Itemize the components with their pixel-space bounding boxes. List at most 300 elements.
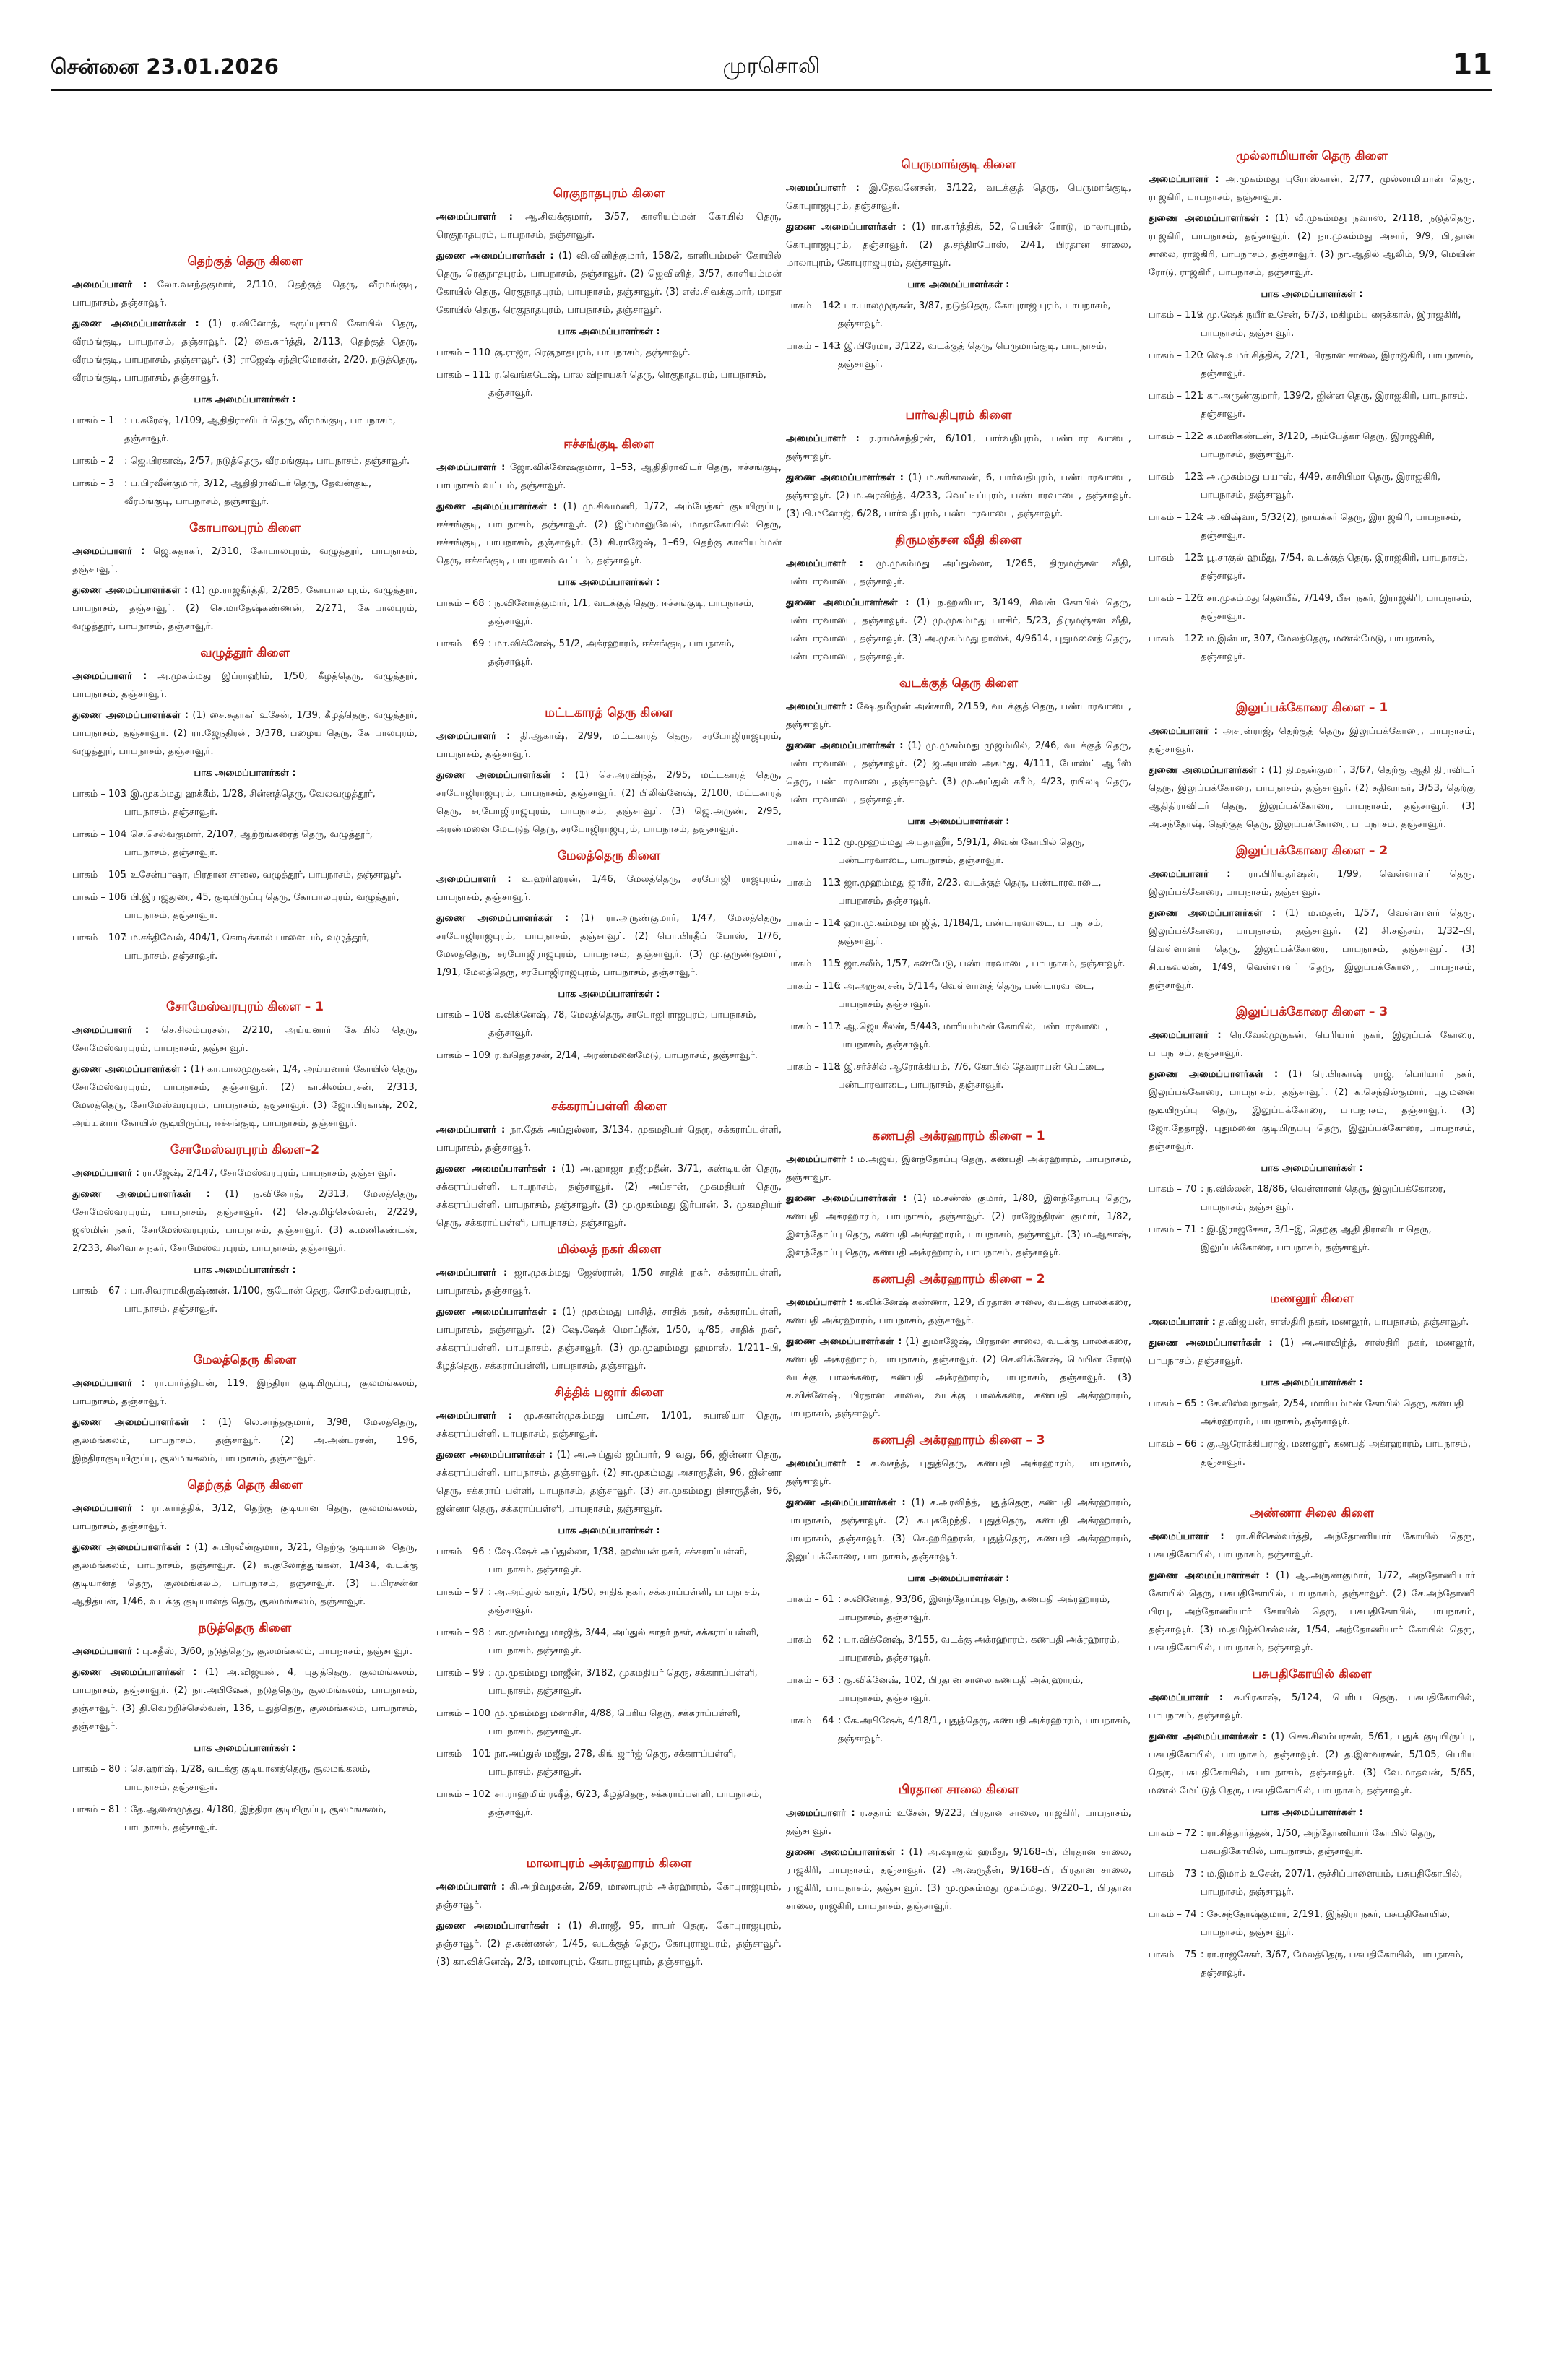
organizer-label: அமைப்பாளர் : [72,280,147,290]
booth-number: பாகம் – 113 [786,878,840,888]
organizer-text: கி.அறிவழகன், 2/69, மாலாபுரம் அக்ரஹாரம், கோபுராஜபுரம், தஞ்சாவூர். [436,1882,782,1911]
booth-row [1149,589,1475,626]
organizer-paragraph [786,179,1131,215]
branch-title: தெற்குத் தெரு கிளை [187,1478,303,1492]
booth-organizer: : பி.இராஜதுரை, 45, குடியிருப்பு தெரு, கோபாலபுரம், வழுத்தூர், பாபநாசம், தஞ்சாவூர். [124,888,418,925]
deputy-organizers-paragraph [786,469,1131,523]
deputy-organizers-text: (1) சி.ராஜீ, 95, ராயர் தெரு, கோபுராஜபுரம், தஞ்சாவூர். (2) த.கண்ணன், 1/45, வடக்குத் தெரு, கோபுராஜபுரம், தஞ்சாவூர். (3) கா.விக்னேஷ், 2/3, மாலாபுரம், கோபுராஜபுரம், தஞ்சாவூர். [436,1921,782,1968]
booth-organizers-heading: பாக அமைப்பாளர்கள் : [1261,1377,1363,1388]
organizer-text: ரா.பிரியதர்ஷன், 1/99, வெள்ளாளர் தெரு, இலுப்பக்கோரை, பாபநாசம், தஞ்சாவூர். [1149,869,1475,898]
booth-organizer: : ஜா.சலீம், 1/57, கணபேடு, பண்டாரவாடை, பாபநாசம், தஞ்சாவூர். [838,955,1131,973]
deputy-organizers-label: துணை அமைப்பாளர்கள் : [436,1921,561,1931]
booth-organizer: : கு.ராஜா, ரெகுநாதபுரம், பாபநாசம், தஞ்சாவூர். [488,344,782,362]
deputy-organizers-paragraph [786,737,1131,809]
booth-number: பாகம் – 3 [72,478,115,489]
deputy-organizers-label: துணை அமைப்பாளர்கள் : [436,770,566,781]
deputy-organizers-paragraph [786,1190,1131,1262]
branch-title: தெற்குத் தெரு கிளை [187,254,303,269]
deputy-organizers-label: துணை அமைப்பாளர்கள் : [436,1307,557,1317]
booth-row [1149,630,1475,666]
organizer-paragraph [72,1500,418,1536]
branch-title: வடக்குத் தெரு கிளை [899,676,1018,691]
booth-row [1149,1905,1475,1942]
booth-number: பாகம் – 102 [436,1789,490,1800]
branch-title: சித்திக் பஜார் கிளை [554,1385,664,1400]
organizer-label: அமைப்பாளர் : [436,1882,506,1892]
deputy-organizers-label: துணை அமைப்பாளர்கள் : [72,1667,197,1678]
deputy-organizers-label: துணை அமைப்பாளர்கள் : [1149,765,1265,776]
masthead [51,48,1492,91]
booth-row [72,475,418,511]
booth-row [72,412,418,448]
booth-number: பாகம் – 106 [72,892,126,903]
branch-block [436,706,782,839]
booth-row [72,785,418,821]
branch-block [786,1433,1131,1748]
booth-number: பாகம் – 117 [786,1021,840,1032]
deputy-organizers-text: (1) செ.அரவிந்த், 2/95, மட்டகாரத் தெரு, சரபோஜிராஜபுரம், பாபநாசம், தஞ்சாவூர். (2) பிலிவ்னேஷ், 2/100, மட்டகாரத் தெரு, சரபோஜிராஜபுரம், பாபநாசம், தஞ்சாவூர். (3) ஜெ.அருண், 2/95, அரண்மனை மேட்டுத் தெரு, சரபோஜிராஜபுரம், பாபநாசம், தஞ்சாவூர். [436,770,782,835]
branch-block [1149,1291,1475,1471]
organizer-paragraph [436,1407,782,1443]
deputy-organizers-text: (1) சு.பிரவீன்குமார், 3/21, தெற்கு குடியான தெரு, சூலமங்கலம், பாபநாசம், தஞ்சாவூர். (2) சு.குலோத்துங்கன், 1/434, வடக்கு குடியானத் தெரு, சூலமங்கலம், பாபநாசம், தஞ்சாவூர். (3) ப.பிரசன்ன ஆதித்யன், 1/46, வடக்கு குடியானத் தெரு, சூலமங்கலம், தஞ்சாவூர். [72,1542,418,1607]
booth-row [786,1018,1131,1054]
branch-title: இலுப்பக்கோரை கிளை – 1 [1235,701,1388,715]
booth-number: பாகம் – 65 [1149,1398,1197,1409]
organizer-text: ரெ.வேல்முருகன், பெரியார் நகர், இலுப்பக் கோரை, பாபநாசம், தஞ்சாவூர். [1149,1030,1476,1059]
deputy-organizers-text: (1) லெ.சாந்தகுமார், 3/98, மேலத்தெரு, சூலமங்கலம், பாபநாசம், தஞ்சாவூர். (2) அ.அன்பரசன், 196, இந்திராகுடியிருப்பு, சூலமங்கலம், பாபநாசம், தஞ்சாவூர். [72,1417,418,1464]
booth-organizer: : மு.முகம்மது மனாசிர், 4/88, பெரிய தெரு, சக்கராப்பள்ளி, பாபநாசம், தஞ்சாவூர். [488,1705,782,1741]
organizer-label: அமைப்பாளர் : [1149,174,1219,185]
organizer-label: அமைப்பாளர் : [436,874,511,885]
deputy-organizers-text: (1) ந.வினோத், 2/313, மேலத்தெரு, சோமேஸ்வரபுரம், பாபநாசம், தஞ்சாவூர். (2) செ.தமிழ்செல்வன், 2/229, ஜஸ்மின் நகர், சோமேஸ்வரபுரம், பாபநாசம், தஞ்சாவூர். (3) க.மணிகண்டன், 2/233, சினிவாச நகர், சோமேஸ்வரபுரம், பாபநாசம், தஞ்சாவூர். [72,1189,418,1254]
deputy-organizers-label: துணை அமைப்பாளர்கள் : [72,1064,188,1075]
organizer-label: அமைப்பாளர் : [72,546,145,557]
booth-organizer: : கே.அபிஷேக், 4/18/1, புதுத்தெரு, கணபதி அக்ரஹாரம், பாபநாசம், தஞ்சாவூர். [838,1712,1131,1748]
booth-number: பாகம் – 112 [786,837,840,848]
deputy-organizers-text: (1) ஆ.அருண்குமார், 1/72, அந்தோணியார் கோயில் தெரு, பசுபதிகோயில், பாபநாசம், தஞ்சாவூர். (2) சே.அந்தோணி பிரபு, அந்தோணியார் கோயில் தெரு, பசுபதிகோயில், பாபநாசம், தஞ்சாவூர். (3) ம.தமிழ்ச்செல்வன், 1/54, அந்தோணியார் கோயில் தெரு, பசுபதிகோயில், பாபநாசம், தஞ்சாவூர். [1149,1570,1475,1653]
booth-organizer: : ஜா.முஹம்மது ஜாசீர், 2/23, வடக்குத் தெரு, பண்டாரவாடை, பாபநாசம், தஞ்சாவூர். [838,874,1131,910]
booth-row [1149,1395,1475,1431]
booth-organizer: : ரா.ராஜசேகர், 3/67, மேலத்தெரு, பசுபதிகோயில், பாபநாசம், தஞ்சாவூர். [1201,1946,1475,1982]
booth-organizer: : பா.பாலமுருகன், 3/87, நடுத்தெரு, கோபுராஜ புரம், பாபநாசம், தஞ்சாவூர். [838,297,1131,333]
organizer-label: அமைப்பாளர் : [786,183,860,194]
organizer-label: அமைப்பாளர் : [1149,726,1218,737]
organizer-label: அமைப்பாளர் : [786,433,860,444]
organizer-text: த.விஜயன், சாஸ்திரி நகர், மணலூர், பாபநாசம், தஞ்சாவூர். [1219,1317,1469,1328]
deputy-organizers-paragraph [72,1663,418,1736]
deputy-organizers-text: (1) அ.ஷாகுல் ஹமீது, 9/168–பி, பிரதான சாலை, ராஜகிரி, பாபநாசம், தஞ்சாவூர். (2) அ.ஷருதீன், 9/168–பி, பிரதான சாலை, ராஜகிரி, பாபநாசம், தஞ்சாவூர். (3) மு.முகம்மது முகம்மது, 9/220–1, பிரதான சாலை, ராஜகிரி, பாபநாசம், தஞ்சாவூர். [786,1847,1132,1912]
booth-row [72,826,418,862]
booth-number: பாகம் – 142 [786,300,840,311]
organizer-text: அ.முகம்மது புரோஸ்கான், 2/77, முல்லாமியான் தெரு, ராஜகிரி, பாபநாசம், தஞ்சாவூர். [1149,174,1475,203]
deputy-organizers-label: துணை அமைப்பாளர்கள் : [786,1847,904,1858]
branch-title: மாலாபுரம் அக்ரஹாரம் கிளை [526,1856,692,1871]
organizer-label: அமைப்பாளர் : [786,1297,853,1308]
organizer-text: ஷே.தமீமுன் அன்சாரி, 2/159, வடக்குத் தெரு, பண்டாரவாடை, தஞ்சாவூர். [786,701,1131,730]
deputy-organizers-text: (1) ம.மதன், 1/57, வெள்ளாளர் தெரு, இலுப்பக்கோரை, பாபநாசம், தஞ்சாவூர். (2) சி.சஞ்சய், 1/32–பி, வெள்ளாளர் தெரு, இலுப்பக்கோரை, பாபநாசம், தஞ்சாவூர். (3) சி.பகவலன், 1/49, வெள்ளாளர் தெரு, இலுப்பக்கோரை, பாபநாசம், தஞ்சாவூர். [1149,908,1475,991]
organizer-paragraph [786,430,1131,466]
deputy-organizers-text: (1) அ.அரவிந்த், சாஸ்திரி நகர், மணலூர், பாபநாசம், தஞ்சாவூர். [1149,1338,1475,1367]
deputy-organizers-text: (1) துமாஜேஷ், பிரதான சாலை, வடக்கு பாலக்கரை, கணபதி அக்ரஹாரம், பாபநாசம், தஞ்சாவூர். (2) செ.விக்னேஷ், மெயின் ரோடு வடக்கு பாலக்கரை, கணபதி அக்ரஹாரம், பாபநாசம், தஞ்சாவூர். (3) ச.விக்னேஷ், பிரதான சாலை, வடக்கு பாலக்கரை, கணபதி அக்ரஹாரம், பாபநாசம், தஞ்சாவூர். [786,1336,1131,1419]
deputy-organizers-label: துணை அமைப்பாளர்கள் : [1149,908,1276,919]
branch-title: திருமஞ்சன வீதி கிளை [895,533,1022,548]
organizer-text: அசரன்ராஜ், தெற்குத் தெரு, இலுப்பக்கோரை, பாபநாசம், தஞ்சாவூர். [1149,726,1476,755]
branch-title: மட்டகாரத் தெரு கிளை [545,706,673,720]
branch-title: சக்கராப்பள்ளி கிளை [551,1099,667,1114]
organizer-paragraph [786,1151,1131,1187]
deputy-organizers-paragraph [72,1539,418,1611]
column-2 [436,186,782,1981]
booth-number: பாகம் – 127 [1149,633,1203,644]
booth-row [436,1745,782,1781]
organizer-paragraph [1149,865,1475,901]
organizer-text: ரா.ஜேஷ், 2/147, சோமேஸ்வரபுரம், பாபநாசம், தஞ்சாவூர். [142,1168,397,1179]
organizer-text: ஜோ.விக்னேஷ்குமார், 1–53, ஆதிதிராவிடர் தெரு, ஈச்சங்குடி, பாபநாசம் வட்டம், தஞ்சாவூர். [436,462,782,491]
organizer-paragraph [72,1643,418,1661]
deputy-organizers-label: துணை அமைப்பாளர்கள் : [786,597,909,608]
booth-number: பாகம் – 72 [1149,1828,1197,1839]
deputy-organizers-label: துணை அமைப்பாளர்கள் : [72,1542,190,1553]
branch-title: நடுத்தெரு கிளை [198,1621,292,1635]
deputy-organizers-label: துணை அமைப்பாளர்கள் : [72,585,189,596]
organizer-label: அமைப்பாளர் : [436,1268,508,1278]
booth-number: பாகம் – 74 [1149,1909,1197,1920]
branch-block [1149,149,1475,666]
booth-number: பாகம் – 101 [436,1749,490,1760]
organizer-paragraph [1149,170,1475,207]
organizer-text: ரா.சிரீசெல்வர்த்தி, அந்தோணியார் கோயில் தெரு, பசுபதிகோயில், பாபநாசம், தஞ்சாவூர். [1149,1531,1475,1560]
branch-block [72,1353,418,1468]
organizer-text: ஆ.சிவக்குமார், 3/57, காளியம்மன் கோயில் தெரு, ரெகுநாதபுரம், பாபநாசம், தஞ்சாவூர். [436,212,782,241]
booth-organizers-heading: பாக அமைப்பாளர்கள் : [1261,1163,1363,1174]
branch-title: ஈச்சங்குடி கிளை [563,437,654,451]
organizer-label: அமைப்பாளர் : [72,1025,150,1036]
organizer-paragraph [1149,1026,1475,1063]
booth-number: பாகம் – 100 [436,1708,490,1719]
deputy-organizers-label: துணை அமைப்பாளர்கள் : [1149,1069,1279,1080]
booth-row [786,874,1131,910]
branch-title: பசுபதிகோயில் கிளை [1252,1667,1372,1682]
booth-organizer: : மு.முகம்மது மாஜீன், 3/182, முகமதியர் தெரு, சக்கராப்பள்ளி, பாபநாசம், தஞ்சாவூர். [488,1664,782,1700]
booth-row [786,834,1131,870]
booth-number: பாகம் – 105 [72,870,126,880]
organizer-paragraph [786,698,1131,734]
booth-number: பாகம் – 107 [72,932,126,943]
deputy-organizers-paragraph [72,706,418,761]
organizer-label: அமைப்பாளர் : [436,212,513,222]
booth-number: பாகம் – 80 [72,1764,121,1775]
deputy-organizers-label: துணை அமைப்பாளர்கள் : [1149,1731,1266,1742]
deputy-organizers-label: துணை அமைப்பாளர்கள் : [72,1189,211,1200]
column-1 [72,254,418,1847]
organizer-label: அமைப்பாளர் : [1149,869,1231,880]
booth-organizer: : அ.முகம்மது பயாஸ், 4/49, காசிபிமா தெரு, இராஜகிரி, பாபநாசம், தஞ்சாவூர். [1201,468,1475,504]
deputy-organizers-paragraph [436,1917,782,1971]
deputy-organizers-paragraph [1149,209,1475,282]
booth-organizer: : செ.செல்வகுமார், 2/107, ஆற்றங்கரைத் தெரு, வழுத்தூர், பாபநாசம், தஞ்சாவூர். [124,826,418,862]
organizer-label: அமைப்பாளர் : [72,1168,139,1179]
deputy-organizers-paragraph [436,247,782,319]
organizer-label: அமைப்பாளர் : [786,558,863,569]
branch-block [1149,1506,1475,1657]
booth-row [436,366,782,402]
branch-block [1149,701,1475,834]
organizer-paragraph [436,727,782,763]
branch-block [786,1272,1131,1423]
booth-organizer: : இ.பிரேமா, 3/122, வடக்குத் தெரு, பெருமாங்குடி, பாபநாசம், தஞ்சாவூர். [838,337,1131,373]
booth-organizer: : ரா.சித்தார்த்தன், 1/50, அந்தோணியார் கோயில் தெரு, பசுபதிகோயில், பாபநாசம், தஞ்சாவூர். [1201,1825,1475,1861]
booth-row [436,635,782,671]
deputy-organizers-paragraph [72,1185,418,1258]
booth-number: பாகம் – 62 [786,1635,834,1645]
deputy-organizers-paragraph [72,581,418,636]
booth-organizer: : ம.சக்திவேல், 404/1, கொடிக்கால் பாளையம், வழுத்தூர், பாபநாசம், தஞ்சாவூர். [124,929,418,965]
branch-block [436,1856,782,1971]
booth-row [1149,468,1475,504]
deputy-organizers-label: துணை அமைப்பாளர்கள் : [72,710,189,721]
booth-number: பாகம் – 99 [436,1668,485,1679]
booth-number: பாகம் – 109 [436,1050,490,1061]
booth-number: பாகம் – 71 [1149,1224,1197,1235]
deputy-organizers-text: (1) முகம்மது பாசித், சாதிக் நகர், சக்கராப்பள்ளி, பாபநாசம், தஞ்சாவூர். (2) ஷே.ஷேக் மொய்தீன், 1/50, டி/85, சாதிக் நகர், சக்கராப்பள்ளி, பாபநாசம், தஞ்சாவூர். (3) மு.முஹம்மது ஹமாஸ், 1/211–பி, கீழத்தெரு, சக்கராப்பள்ளி, பாபநாசம், தஞ்சாவூர். [436,1307,782,1372]
booth-row [72,1282,418,1318]
deputy-organizers-text: (1) ரா.கார்த்திக், 52, பெயின் ரோடு, மாலாபுரம், கோபுராஜபுரம், தஞ்சாவூர். (2) த.சந்திரபோஸ், 2/41, பிரதான சாலை, மாலாபுரம், கோபுராஜபுரம், தஞ்சாவூர். [786,222,1131,269]
booth-organizers-heading: பாக அமைப்பாளர்கள் : [907,1573,1010,1584]
booth-organizer: : ஆ.ஜெயசீலன், 5/443, மாரியம்மன் கோயில், பண்டாரவாடை, பாபநாசம், தஞ்சாவூர். [838,1018,1131,1054]
deputy-organizers-paragraph [72,315,418,387]
booth-row [1149,387,1475,423]
deputy-organizers-paragraph [436,1446,782,1518]
deputy-organizers-label: துணை அமைப்பாளர்கள் : [436,1164,556,1174]
organizer-paragraph [786,1804,1131,1840]
branch-title: வழுத்தூர் கிளை [200,646,290,660]
deputy-organizers-label: துணை அமைப்பாளர்கள் : [786,222,907,233]
booth-row [1149,509,1475,545]
branch-title: ரெகுநாதபுரம் கிளை [553,186,665,201]
organizer-text: இ.தேவனேசன், 3/122, வடக்குத் தெரு, பெருமாங்குடி, கோபுராஜபுரம், தஞ்சாவூர். [786,183,1131,212]
branch-title: பார்வதிபுரம் கிளை [905,408,1012,423]
organizer-paragraph [436,1878,782,1914]
booth-organizer: : ப.சுரேஷ், 1/109, ஆதிதிராவிடர் தெரு, வீரமங்குடி, பாபநாசம், தஞ்சாவூர். [124,412,418,448]
booth-row [436,1543,782,1579]
booth-number: பாகம் – 73 [1149,1869,1197,1879]
booth-organizers-heading: பாக அமைப்பாளர்கள் : [194,768,296,779]
organizer-label: அமைப்பாளர் : [1149,1030,1222,1041]
booth-number: பாகம் – 67 [72,1286,121,1297]
booth-organizer: : ச.வினோத், 93/86, இளந்தோப்புத் தெரு, கணபதி அக்ரஹாரம், பாபநாசம், தஞ்சாவூர். [838,1591,1131,1627]
deputy-organizers-text: (1) ரெ.பிரகாஷ் ராஜ், பெரியார் நகர், இலுப்பக்கோரை, பாபநாசம், தஞ்சாவூர். (2) க.செந்தில்குமார், புதுமனை குடியிருப்பு தெரு, இலுப்பக்கோரை, பாபநாசம், தஞ்சாவூர். (3) ஜோ.நேதாஜி, புதுமனை குடியிருப்பு தெரு, இலுப்பக்கோரை, பாபநாசம், தஞ்சாவூர். [1149,1069,1475,1152]
organizer-text: பு.சதீஸ், 3/60, நடுத்தெரு, சூலமங்கலம், பாபநாசம், தஞ்சாவூர். [142,1646,413,1657]
booth-row [436,1583,782,1619]
booth-number: பாகம் – 126 [1149,593,1203,604]
deputy-organizers-label: துணை அமைப்பாளர்கள் : [1149,213,1269,224]
booth-number: பாகம் – 111 [436,370,490,381]
booth-organizer: : ஜெ.பிரகாஷ், 2/57, நடுத்தெரு, வீரமங்குடி, பாபநாசம், தஞ்சாவூர். [124,452,418,470]
deputy-organizers-text: (1) கா.பாலமுருகன், 1/4, அய்யனார் கோயில் தெரு, சோமேஸ்வரபுரம், பாபநாசம், தஞ்சாவூர். (2) கா.சிலம்பரசன், 2/313, மேலத்தெரு, சோமேஸ்வரபுரம், பாபநாசம், தஞ்சாவூர். (3) ஜோ.பிரகாஷ், 202, அய்யனார் கோயில் குடியிருப்பு, ஈச்சங்குடி, பாபநாசம், தஞ்சாவூர். [72,1064,418,1129]
organizer-text: உ.ஹரிஹரன், 1/46, மேலத்தெரு, சரபோஜி ராஜபுரம், பாபநாசம், தஞ்சாவூர். [436,874,782,903]
booth-organizer: : இ.முகம்மது ஹக்கீம், 1/28, சின்னத்தெரு, வேலவழுத்தூர், பாபநாசம், தஞ்சாவூர். [124,785,418,821]
booth-row [1149,1825,1475,1861]
branch-title: சோமேஸ்வரபுரம் கிளை – 1 [166,1000,324,1014]
booth-number: பாகம் – 96 [436,1546,485,1557]
deputy-organizers-text: (1) அ.விஜயன், 4, புதுத்தெரு, சூலமங்கலம், பாபநாசம், தஞ்சாவூர். (2) நா.அபிஷேக், நடுத்தெரு, சூலமங்கலம், பாபநாசம், தஞ்சாவூர். (3) தி.வெற்றிச்செல்வன், 136, புதுத்தெரு, சூலமங்கலம், பாபநாசம், தஞ்சாவூர். [72,1667,418,1732]
deputy-organizers-paragraph [436,1303,782,1375]
booth-row [786,297,1131,333]
deputy-organizers-label: துணை அமைப்பாளர்கள் : [1149,1570,1270,1581]
organizer-label: அமைப்பாளர் : [72,671,147,682]
booth-organizer: : ஹா.மு.கம்மது மாஜித், 1/184/1, பண்டாரவாடை, பாபநாசம், தஞ்சாவூர். [838,914,1131,951]
deputy-organizers-paragraph [1149,1728,1475,1800]
booth-row [786,1712,1131,1748]
booth-organizers-heading: பாக அமைப்பாளர்கள் : [907,280,1010,290]
booth-row [436,1786,782,1822]
organizer-text: மு.முகம்மது அப்துல்லா, 1/265, திருமஞ்சன வீதி, பண்டாரவாடை, தஞ்சாவூர். [786,558,1131,587]
booth-row [786,1591,1131,1627]
booth-row [1149,428,1475,464]
booth-row [786,977,1131,1013]
booth-number: பாகம் – 70 [1149,1184,1197,1195]
deputy-organizers-label: துணை அமைப்பாளர்கள் : [786,1193,907,1204]
organizer-text: ர.சதாம் உசேன், 9/223, பிரதான சாலை, ராஜகிரி, பாபநாசம், தஞ்சாவூர். [786,1808,1131,1837]
organizer-label: அமைப்பாளர் : [1149,1692,1224,1703]
branch-block [72,1000,418,1133]
booth-organizer: : கு.விக்னேஷ், 102, பிரதான சாலை கணபதி அக்ரஹாரம், பாபநாசம், தஞ்சாவூர். [838,1671,1131,1708]
organizer-paragraph [72,1375,418,1411]
organizer-paragraph [436,870,782,906]
booth-row [1149,549,1475,585]
branch-block [786,1783,1131,1916]
booth-row [1149,1435,1475,1471]
booth-number: பாகம் – 125 [1149,553,1203,563]
branch-title: மேலத்தெரு கிளை [557,849,661,863]
booth-number: பாகம் – 119 [1149,310,1203,321]
booth-organizer: : ந.வில்லன், 18/86, வெள்ளாளர் தெரு, இலுப்பக்கோரை, பாபநாசம், தஞ்சாவூர். [1201,1180,1475,1216]
organizer-text: ரா.பார்த்திபன், 119, இந்திரா குடியிருப்பு, சூலமங்கலம், பாபநாசம், தஞ்சாவூர். [72,1378,418,1407]
booth-organizer: : பா.விக்னேஷ், 3/155, வடக்கு அக்ரஹாரம், கணபதி அக்ரஹாரம், பாபநாசம், தஞ்சாவூர். [838,1631,1131,1667]
organizer-paragraph [1149,1313,1475,1331]
organizer-text: மு.சுகான்முகம்மது பாட்சா, 1/101, சுபாலியா தெரு, சக்கராப்பள்ளி, பாபநாசம், தஞ்சாவூர். [436,1411,782,1440]
booth-number: பாகம் – 114 [786,918,840,929]
booth-number: பாகம் – 97 [436,1587,485,1598]
booth-organizer: : க.மணிகண்டன், 3/120, அம்பேத்கர் தெரு, இராஜகிரி, பாபநாசம், தஞ்சாவூர். [1201,428,1475,464]
booth-row [72,1801,418,1837]
branch-block [72,521,418,636]
booth-organizers-heading: பாக அமைப்பாளர்கள் : [1261,289,1363,300]
booth-row [1149,1221,1475,1257]
organizer-paragraph [72,276,418,312]
booth-number: பாகம் – 1 [72,415,115,426]
branch-block [72,646,418,965]
booth-number: பாகம் – 124 [1149,512,1203,523]
organizer-text: தி.ஆகாஷ், 2/99, மட்டகாரத் தெரு, சரபோஜிராஜபுரம், பாபநாசம், தஞ்சாவூர். [436,731,782,760]
booth-number: பாகம் – 110 [436,347,490,358]
booth-row [786,1671,1131,1708]
booth-number: பாகம் – 108 [436,1010,490,1021]
branch-title: கணபதி அக்ரஹாரம் கிளை – 2 [872,1272,1045,1286]
organizer-label: அமைப்பாளர் : [72,1378,146,1389]
deputy-organizers-text: (1) ம.சண்ஸ் குமார், 1/80, இளந்தோப்பு தெரு, கணபதி அக்ரஹாரம், பாபநாசம், தஞ்சாவூர். (2) ராஜேந்திரன் குமார், 1/82, இளந்தோப்பு தெரு, கணபதி அக்ரஹாரம், பாபநாசம், தஞ்சாவூர். (3) ம.ஆகாஷ், இளந்தோப்பு தெரு, கணபதி அக்ரஹாரம், பாபநாசம், தஞ்சாவூர். [786,1193,1132,1258]
booth-row [786,1631,1131,1667]
newspaper-name: முரசொலி [722,53,821,79]
deputy-organizers-paragraph [436,1160,782,1232]
branch-block [72,1143,418,1318]
organizer-label: அமைப்பாளர் : [786,1458,861,1469]
organizer-paragraph [1149,722,1475,758]
branch-title: இலுப்பக்கோரை கிளை – 2 [1235,844,1388,858]
organizer-text: சு.பிரகாஷ், 5/124, பெரிய தெரு, பசுபதிகோயில், பாபநாசம், தஞ்சாவூர். [1149,1692,1475,1721]
booth-organizers-heading: பாக அமைப்பாளர்கள் : [907,816,1010,827]
booth-row [1149,1180,1475,1216]
deputy-organizers-text: (1) திமதன்குமார், 3/67, தெற்கு ஆதி திராவிடர் தெரு, இலுப்பக்கோரை, பாபநாசம், தஞ்சாவூர். (2) சுதிவாகர், 3/53, தெற்கு ஆதிதிராவிடர் தெரு, இலுப்பக்கோரை, பாபநாசம், தஞ்சாவூர். (3) அ.சந்தோஷ், தெற்குத் தெரு, இலுப்பக்கோரை, பாபநாசம், தஞ்சாவூர். [1149,765,1475,830]
booth-organizer: : கா.அருண்குமார், 139/2, ஜின்ன தெரு, இராஜகிரி, பாபநாசம், தஞ்சாவூர். [1201,387,1475,423]
booth-organizer: : இ.சர்ச்சில் ஆரோக்கியம், 7/6, கோயில் தேவராயன் பேட்டை, பண்டாரவாடை, பாபநாசம், தஞ்சாவூர். [838,1058,1131,1094]
branch-block [436,437,782,671]
booth-organizer: : இ.இராஜசேகர், 3/1–இ, தெற்கு ஆதி திராவிடர் தெரு, இலுப்பக்கோரை, பாபநாசம், தஞ்சாவூர். [1201,1221,1475,1257]
organizer-paragraph [436,208,782,244]
booth-number: பாகம் – 122 [1149,431,1203,442]
deputy-organizers-text: (1) ம.கரிகாலன், 6, பார்வதிபுரம், பண்டாரவாடை, தஞ்சாவூர். (2) ம.அரவிந்த், 4/233, வெட்டிப்புரம், பண்டாரவாடை, தஞ்சாவூர். (3) பி.மனோஜ், 6/28, பார்வதிபுரம், பண்டாரவாடை, தஞ்சாவூர். [786,472,1131,519]
booth-organizer: : சா.முகம்மது தௌபீக், 7/149, பீசா நகர், இராஜகிரி, பாபநாசம், தஞ்சாவூர். [1201,589,1475,626]
page-number: 11 [1452,48,1492,82]
organizer-text: ம.அஜய், இளந்தோப்பு தெரு, கணபதி அக்ரஹாரம், பாபநாசம், தஞ்சாவூர். [786,1154,1131,1183]
booth-organizers-heading: பாக அமைப்பாளர்கள் : [1261,1807,1363,1818]
deputy-organizers-text: (1) மு.ராஜதீர்த்தி, 2/285, கோபால புரம், வழுத்தூர், பாபநாசம், தஞ்சாவூர். (2) செ.மாதேஷ்கண்ணன், 2/271, கோபாலபுரம், வழுத்தூர், பாபநாசம், தஞ்சாவூர். [72,585,418,632]
branch-title: கணபதி அக்ரஹாரம் கிளை – 3 [872,1433,1045,1448]
booth-row [1149,1865,1475,1901]
booth-organizers-heading: பாக அமைப்பாளர்கள் : [558,326,660,337]
deputy-organizers-paragraph [786,1843,1131,1916]
booth-organizer: : க.விக்னேஷ், 78, மேலத்தெரு, சரபோஜி ராஜபுரம், பாபநாசம், தஞ்சாவூர். [488,1006,782,1042]
organizer-paragraph [1149,1528,1475,1564]
booth-row [72,929,418,965]
booth-row [436,1006,782,1042]
booth-number: பாகம் – 63 [786,1675,834,1686]
branch-block [1149,844,1475,995]
organizer-text: நா.தேக் அப்துல்லா, 3/134, முகமதியர் தெரு, சக்கராப்பள்ளி, பாபநாசம், தஞ்சாவூர். [436,1125,782,1154]
booth-number: பாகம் – 123 [1149,472,1203,483]
deputy-organizers-paragraph [786,1494,1131,1566]
organizer-paragraph [786,1455,1131,1491]
booth-row [72,452,418,470]
branch-title: கோபாலபுரம் கிளை [189,521,301,535]
deputy-organizers-label: துணை அமைப்பாளர்கள் : [786,1336,902,1347]
branch-title: மில்லத் நகர் கிளை [557,1242,661,1257]
organizer-text: ர.ராமச்சந்திரன், 6/101, பார்வதிபுரம், பண்டார வாடை, தஞ்சாவூர். [786,433,1131,462]
booth-organizer: : அ.விஷ்வா, 5/32(2), நாயக்கர் தெரு, இராஜகிரி, பாபநாசம், தஞ்சாவூர். [1201,509,1475,545]
booth-row [786,337,1131,373]
organizer-label: அமைப்பாளர் : [786,701,854,712]
booth-row [786,955,1131,973]
booth-organizer: : ர.வெங்கடேஷ், பால விநாயகர் தெரு, ரெகுநாதபுரம், பாபநாசம், தஞ்சாவூர். [488,366,782,402]
deputy-organizers-paragraph [1149,1065,1475,1156]
booth-row [436,344,782,362]
booth-organizer: : சே.சந்தோஷ்குமார், 2/191, இந்திரா நகர், பசுபதிகோயில், பாபநாசம், தஞ்சாவூர். [1201,1905,1475,1942]
organizer-paragraph [436,459,782,495]
organizer-paragraph [436,1121,782,1157]
booth-number: பாகம் – 115 [786,959,840,969]
organizer-label: அமைப்பாளர் : [436,462,506,473]
branch-title: முல்லாமியான் தெரு கிளை [1236,149,1388,163]
branch-title: பெருமாங்குடி கிளை [901,157,1016,172]
booth-organizer: : பா.சிவராமகிருஷ்ணன், 1/100, குடோன் தெரு, சோமேஸ்வரபுரம், பாபநாசம், தஞ்சாவூர். [124,1282,418,1318]
deputy-organizers-paragraph [436,498,782,570]
booth-organizer: : செ.ஹரிஷ், 1/28, வடக்கு குடியானத்தெரு, சூலமங்கலம், பாபநாசம், தஞ்சாவூர். [124,1760,418,1796]
booth-number: பாகம் – 103 [72,789,126,800]
booth-organizer: : ர.வதெதரசன், 2/14, அரண்மனைமேடு, பாபநாசம், தஞ்சாவூர். [488,1047,782,1065]
deputy-organizers-label: துணை அமைப்பாளர்கள் : [436,501,558,512]
booth-organizer: : மா.விக்னேஷ், 51/2, அக்ரஹாரம், ஈச்சங்குடி, பாபநாசம், தஞ்சாவூர். [488,635,782,671]
organizer-text: க.வசந்த், புதுத்தெரு, கணபதி அக்ரஹாரம், பாபநாசம், தஞ்சாவூர். [786,1458,1131,1487]
